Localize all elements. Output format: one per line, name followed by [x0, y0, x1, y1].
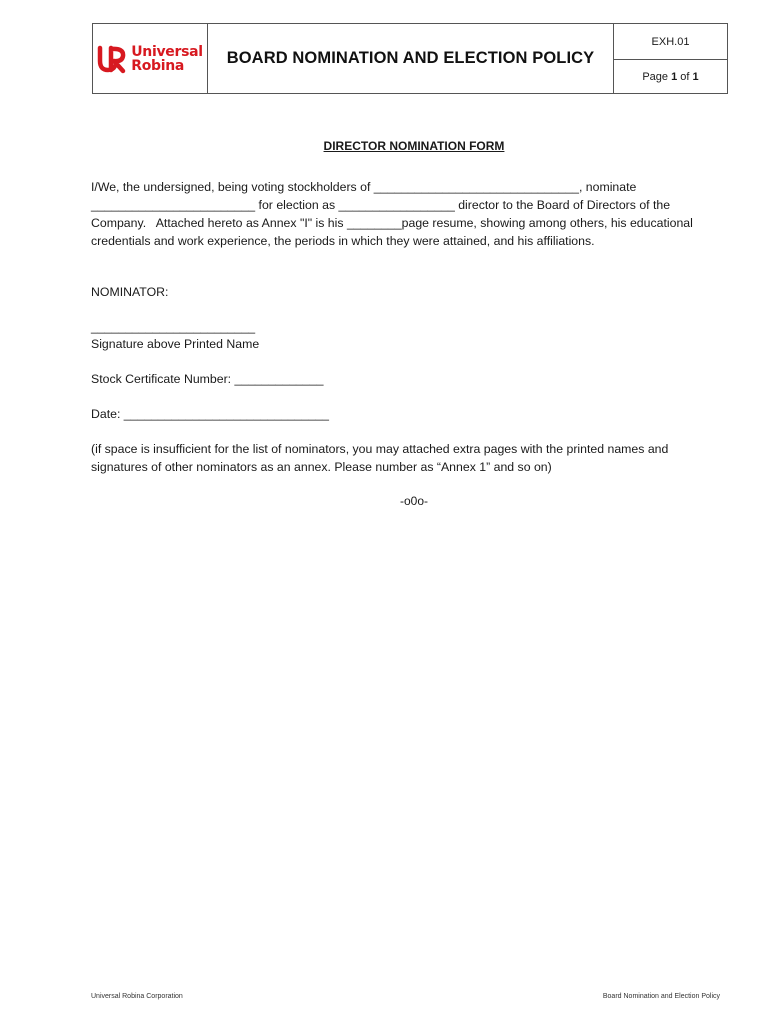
logo-text-universal: Universal: [131, 43, 203, 60]
signature-line: ________________________: [91, 320, 256, 334]
ur-logo-icon: [97, 44, 127, 74]
company-logo: [97, 44, 203, 74]
paragraph-line-3: Company. Attached hereto as Annex "I" is his ________page resume, showing among others, his educational: [91, 216, 693, 230]
footer-document-name: Board Nomination and Election Policy: [602, 993, 720, 1000]
meta-cell: [614, 24, 727, 93]
paragraph-line-2: ________________________ for election as _________________ director to the Board of Directors of the: [91, 198, 671, 212]
form-title: DIRECTOR NOMINATION FORM: [323, 139, 505, 153]
note-line-1: (if space is insufficient for the list of nominators, you may attached extra pages with the printed names and: [91, 442, 669, 456]
document-title: BOARD NOMINATION AND ELECTION POLICY: [226, 49, 595, 67]
stock-certificate-field: Stock Certificate Number: _____________: [91, 372, 324, 386]
footer-company: Universal Robina Corporation: [91, 993, 183, 1000]
page-number: Page 1 of 1: [642, 70, 699, 83]
date-field: Date: ______________________________: [91, 407, 329, 421]
paragraph-line-4: credentials and work experience, the periods in which they were attained, and his affiliations.: [91, 234, 595, 248]
document-header: [92, 23, 728, 94]
logo-text-robina: Robina: [131, 57, 185, 74]
logo-cell: [93, 24, 208, 93]
end-mark: -o0o-: [399, 494, 428, 508]
exhibit-number: EXH.01: [614, 24, 727, 60]
note-line-2: signatures of other nominators as an annex. Please number as “Annex 1” and so on): [91, 460, 552, 474]
title-cell: [208, 24, 614, 93]
paragraph-line-1: I/We, the undersigned, being voting stockholders of ______________________________, nominate: [91, 180, 637, 194]
signature-label: Signature above Printed Name: [91, 337, 260, 351]
nominator-label: NOMINATOR:: [91, 285, 169, 299]
